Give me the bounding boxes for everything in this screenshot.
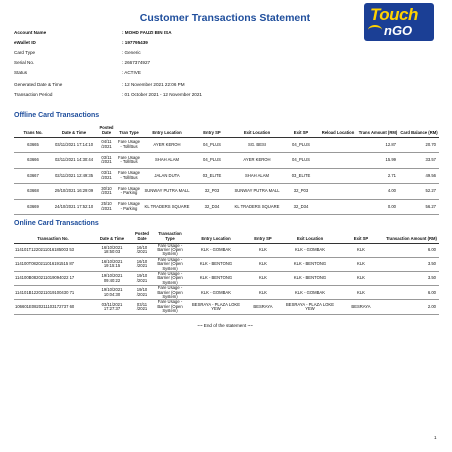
online-table-cell: KLK (244, 271, 282, 285)
online-table-cell: KLK - BENTONG (282, 257, 338, 271)
online-table-cell: BESRAYA - PLAZA LOKE YEW (188, 300, 244, 314)
online-transactions-table (14, 230, 439, 315)
online-table-cell: KLK - GOMBAK (188, 286, 244, 300)
online-table-cell: 16/10 /2021 (132, 257, 152, 271)
online-table-cell: KLK - GOMBAK (188, 243, 244, 257)
online-column-header: Date & Time (92, 230, 132, 243)
logo-swoosh-icon (368, 25, 382, 35)
online-table-cell: 19/10/2021 09:40:22 (92, 271, 132, 285)
offline-table-cell: 32_P03 (193, 184, 231, 200)
page-title: Customer Transactions Statement (139, 12, 311, 24)
offline-table-cell: SHAH ALAM (231, 168, 283, 184)
online-table-cell: BESRAYA (338, 300, 384, 314)
offline-column-header: Trans Amount (RM) (357, 121, 399, 137)
account-info-value: : ACTIVE (122, 70, 141, 75)
offline-table-cell (319, 153, 357, 169)
online-column-header: Posted Date (132, 230, 152, 243)
offline-table-cell: SG. BESI (231, 137, 283, 153)
online-column-header: Exit SP (338, 230, 384, 243)
end-of-statement-note: ~~ End of the statement ~~ (197, 323, 253, 328)
offline-table-cell: 0.00 (357, 199, 399, 215)
online-table-cell: 2.00 (384, 300, 439, 314)
online-table-cell: 6.00 (384, 286, 439, 300)
online-table-cell: BESRAYA (244, 300, 282, 314)
offline-table-cell: 04_PLUS (283, 137, 319, 153)
offline-column-header: Date & Time (52, 121, 96, 137)
offline-table-cell: 63668 (14, 184, 52, 200)
account-info-label: Account Name (14, 30, 47, 35)
account-info-row (14, 82, 354, 88)
online-table-cell: KLK - BENTONG (188, 271, 244, 285)
offline-table-cell: KL TRADERS SQUARE (231, 199, 283, 215)
offline-table-cell: 29/10/2021 16:29:09 (52, 184, 96, 200)
offline-column-header: Entry SP (193, 121, 231, 137)
online-table-cell: BESRAYA - PLAZA LOKE YEW (282, 300, 338, 314)
offline-column-header: Reload Location (319, 121, 357, 137)
offline-table-cell: 04_PLUS (193, 153, 231, 169)
offline-column-header: Exit Location (231, 121, 283, 137)
online-column-header: Transaction No. (14, 230, 92, 243)
online-table-cell: Fare Usage - Barrier (Open System) (152, 271, 188, 285)
offline-table-cell: 02/11/2021 14:30:44 (52, 153, 96, 169)
offline-transactions-table (14, 121, 439, 215)
online-table-cell: KLK (338, 243, 384, 257)
offline-table-cell: 03/11 /2021 (96, 168, 117, 184)
offline-table-cell: JALAN DUTA (141, 168, 193, 184)
offline-section-title: Offline Card Transactions (14, 112, 100, 119)
offline-table-row (14, 153, 439, 169)
logo-text-top: Touch (370, 5, 418, 24)
offline-table-cell: 32_D34 (283, 199, 319, 215)
account-info-label: Serial No. (14, 60, 35, 65)
offline-table-cell: 25/10 /2021 (96, 199, 117, 215)
online-table-cell: KLK (338, 257, 384, 271)
account-info-value: : MOHD FAUZI BIN ISA (122, 30, 172, 35)
offline-table-cell: 02/11/2021 12:49:35 (52, 168, 96, 184)
offline-table-cell: Fare Usage - Toll/Bus (117, 168, 141, 184)
offline-table-row (14, 184, 439, 200)
online-table-cell: 16/10/2021 19:15:15 (92, 257, 132, 271)
offline-table-cell: 63669 (14, 199, 52, 215)
online-table-cell: KLK - GOMBAK (282, 286, 338, 300)
online-table-cell: 03/11/2021 17:27:37 (92, 300, 132, 314)
offline-table-cell: 04/11 /2021 (96, 137, 117, 153)
online-table-cell: 16/10/2021 18:50:03 (92, 243, 132, 257)
online-table-cell: 114101T1220211016185003 53 (14, 243, 92, 257)
online-table-cell: 19/10/2021 10:04:30 (92, 286, 132, 300)
account-info-row (14, 50, 354, 56)
account-info-value: : 12 November 2021 22:06 PM (122, 82, 185, 87)
offline-table-cell: AYER KEROH (141, 137, 193, 153)
online-table-cell: 3.50 (384, 257, 439, 271)
offline-column-header: Exit SP (283, 121, 319, 137)
offline-table-cell: 52.27 (399, 184, 439, 200)
touch-n-go-logo (364, 3, 434, 41)
offline-table-cell: 20.70 (399, 137, 439, 153)
online-table-cell: Fare Usage - Barrier (Open System) (152, 300, 188, 314)
offline-table-cell: 03_ELITE (193, 168, 231, 184)
offline-table-cell: 32_P03 (283, 184, 319, 200)
offline-column-header: Trans No. (14, 121, 52, 137)
account-info-label: eWallet ID (14, 40, 36, 45)
account-info-value: : 197795439 (122, 40, 148, 45)
online-table-cell: KLK - BENTONG (282, 271, 338, 285)
online-table-cell: KLK (338, 286, 384, 300)
account-info-row (14, 30, 354, 36)
offline-table-cell (319, 199, 357, 215)
offline-table-cell: 24/10/2021 17:52:10 (52, 199, 96, 215)
online-table-cell: 114100T0820211016191515 87 (14, 257, 92, 271)
online-table-row (14, 271, 439, 285)
online-table-cell: 16/10 /2021 (132, 243, 152, 257)
offline-table-cell: Fare Usage - Toll/Bus (117, 137, 141, 153)
offline-table-cell: 63667 (14, 168, 52, 184)
offline-table-cell: SHAH ALAM (141, 153, 193, 169)
offline-table-cell: 30/10 /2021 (96, 184, 117, 200)
offline-table-cell: 03/11 /2021 (96, 153, 117, 169)
online-column-header: Transaction Amount (RM) (384, 230, 439, 243)
offline-table-cell: 12.87 (357, 137, 399, 153)
online-table-cell: 106601E0820211103172737 60 (14, 300, 92, 314)
online-table-cell: KLK (244, 286, 282, 300)
online-table-cell: KLK (244, 243, 282, 257)
online-column-header: Transaction Type (152, 230, 188, 243)
account-info-label: Generated Date & Time (14, 82, 63, 87)
offline-table-cell (319, 184, 357, 200)
offline-column-header: Card Balance (RM) (399, 121, 439, 137)
online-column-header: Entry Location (188, 230, 244, 243)
offline-table-row (14, 137, 439, 153)
account-info-row (14, 60, 354, 66)
offline-table-cell: 15.99 (357, 153, 399, 169)
online-table-cell: Fare Usage - Barrier (Open System) (152, 257, 188, 271)
offline-table-cell: 49.56 (399, 168, 439, 184)
online-table-cell: KLK - BENTONG (188, 257, 244, 271)
offline-table-cell: Fare Usage - Toll/Bus (117, 153, 141, 169)
online-table-cell: 6.00 (384, 243, 439, 257)
online-table-row (14, 257, 439, 271)
logo-text-bottom: nGO (384, 23, 413, 38)
offline-table-row (14, 199, 439, 215)
offline-column-header: Posted Date (96, 121, 117, 137)
offline-table-cell: 63665 (14, 137, 52, 153)
account-info-label: Card Type (14, 50, 36, 55)
online-table-cell: 3.50 (384, 271, 439, 285)
online-table-cell: 19/10 /2021 (132, 271, 152, 285)
online-table-cell: 03/11 /2021 (132, 300, 152, 314)
online-table-row (14, 286, 439, 300)
offline-table-cell: KL TRADERS SQUARE (141, 199, 193, 215)
offline-table-cell: 03/11/2021 17:14:10 (52, 137, 96, 153)
offline-table-cell: SUNWAY PUTRA MALL (231, 184, 283, 200)
offline-table-cell (319, 137, 357, 153)
offline-table-cell (319, 168, 357, 184)
offline-table-cell: 4.00 (357, 184, 399, 200)
account-info-label: Transaction Period (14, 92, 53, 97)
offline-table-cell: 56.27 (399, 199, 439, 215)
online-column-header: Exit Location (282, 230, 338, 243)
offline-table-cell: Fare Usage - Parking (117, 199, 141, 215)
offline-table-cell: 04_PLUS (193, 137, 231, 153)
offline-table-cell: 04_PLUS (283, 153, 319, 169)
online-table-row (14, 243, 439, 257)
account-info-row (14, 70, 354, 76)
online-table-cell: Fare Usage - Barrier (Open System) (152, 243, 188, 257)
account-info-label: Status (14, 70, 28, 75)
offline-table-cell: SUNWAY PUTRA MALL (141, 184, 193, 200)
offline-table-cell: 03_ELITE (283, 168, 319, 184)
offline-table-cell: 32_D34 (193, 199, 231, 215)
online-table-cell: Fare Usage - Barrier (Open System) (152, 286, 188, 300)
offline-table-cell: 33.57 (399, 153, 439, 169)
online-table-cell: 114100B0820211019094022 17 (14, 271, 92, 285)
online-table-cell: 19/10 /2021 (132, 286, 152, 300)
account-info-value: : 01 October 2021 - 12 November 2021 (122, 92, 202, 97)
online-section-title: Online Card Transactions (14, 220, 99, 227)
offline-table-cell: AYER KEROH (231, 153, 283, 169)
online-table-row (14, 300, 439, 314)
online-table-cell: KLK - GOMBAK (282, 243, 338, 257)
page-number: 1 (434, 435, 437, 440)
offline-column-header: Entry Location (141, 121, 193, 137)
offline-column-header: Tran Type (117, 121, 141, 137)
online-table-cell: 114101B1220211019100430 71 (14, 286, 92, 300)
online-column-header: Entry SP (244, 230, 282, 243)
account-info-value: : 2667374927 (122, 60, 151, 65)
account-info-value: : Generic (122, 50, 141, 55)
offline-table-cell: Fare Usage - Parking (117, 184, 141, 200)
offline-table-row (14, 168, 439, 184)
offline-table-cell: 63666 (14, 153, 52, 169)
account-info-row (14, 40, 354, 46)
online-table-cell: KLK (338, 271, 384, 285)
account-info-row (14, 92, 354, 98)
offline-table-cell: 2.71 (357, 168, 399, 184)
online-table-cell: KLK (244, 257, 282, 271)
